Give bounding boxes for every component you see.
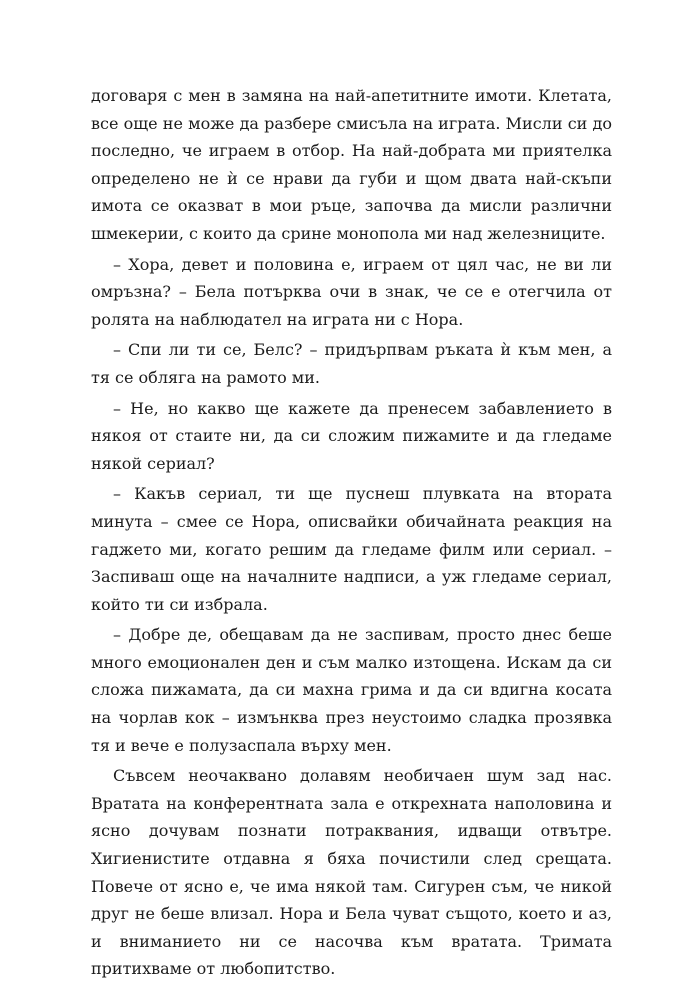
paragraph-3: – Спи ли ти се, Белс? – придърпвам ръката ѝ към мен, а тя се обляга на рамото ми.: [91, 340, 612, 387]
paragraph-2: – Хора, девет и половина е, играем от цял час, не ви ли омръзна? – Бела потърква очи в знак, че се е отегчила от ролята на наблюдател на играта ни с Нора.: [91, 254, 612, 329]
paragraph-6: – Добре де, обещавам да не заспивам, просто днес беше много емоционален ден и съм малко изтощена. Искам да си сложа пижамата, да си махна грима и да си вдигна косата на чорлав кок – измънква през неустоимо сладка прозявка тя и вече е полузаспала върху мен.: [91, 625, 612, 755]
paragraph-1: договаря с мен в замяна на най-апетитните имоти. Клетата, все още не може да разбере смисъла на играта. Мисли си до последно, че играем в отбор. На най-добрата ми приятелка определено не ѝ се нрави да губи и щом двата най-скъпи имота се оказват в мои ръце, започва да мисли различни шмекерии, с които да срине монопола ми над железниците.: [91, 86, 612, 243]
body-text: [91, 82, 612, 983]
paragraph-7: Съвсем неочаквано долавям необичаен шум зад нас. Вратата на конферентната зала е открехната наполовина и ясно дочувам познати потраквания, идващи отвътре. Хигиенистите отдавна я бяха почистили след срещата. Повече от ясно е, че има някой там. Сигурен съм, че никой друг не беше влизал. Нора и Бела чуват същото, което и аз, и вниманието ни се насочва към вратата. Тримата притихваме от любопитство.: [91, 766, 612, 979]
paragraph-4: – Не, но какво ще кажете да пренесем забавлението в някоя от стаите ни, да си сложим пижамите и да гледаме някой сериал?: [91, 398, 612, 473]
paragraph-5: – Какъв сериал, ти ще пуснеш плувката на втората минута – смее се Нора, описвайки обичайната реакция на гаджето ми, когато решим да гледаме филм или сериал. – Заспиваш още на началните надписи, а уж гледаме сериал, който ти си избрала.: [91, 484, 612, 614]
